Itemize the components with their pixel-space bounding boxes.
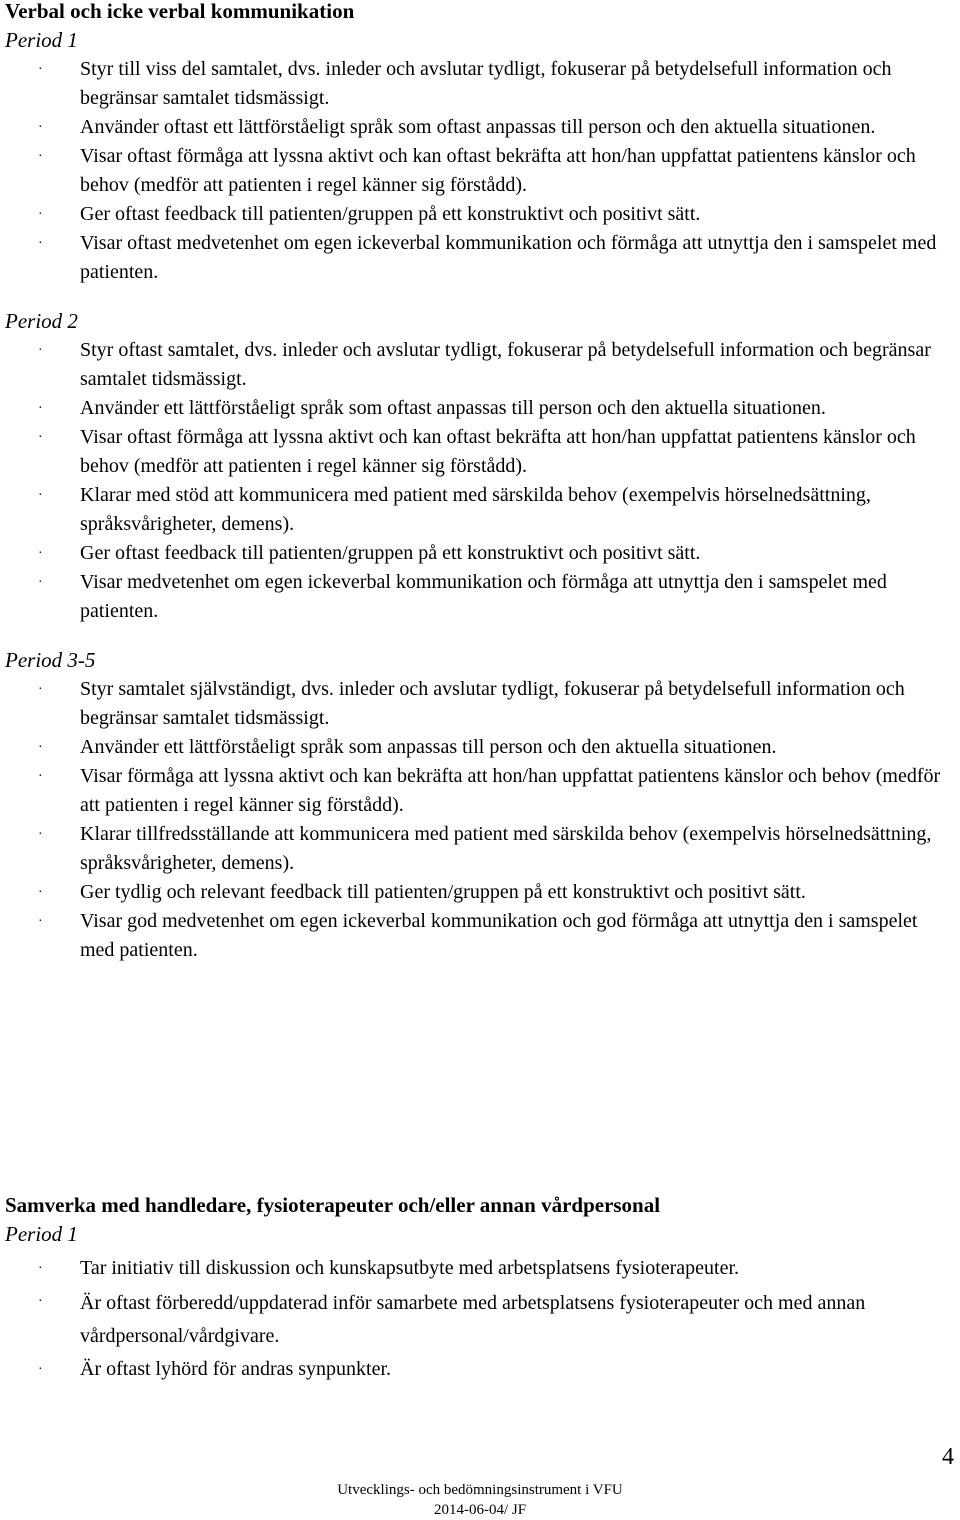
list-item-text: Styr till viss del samtalet, dvs. inleder och avslutar tydligt, fokuserar på betydelsefull information och begränsar samtalet tidsmässigt. — [80, 58, 892, 109]
criteria-list — [5, 1249, 955, 1384]
page-number: 4 — [942, 1444, 954, 1470]
criteria-list — [5, 55, 955, 287]
list-item-text: Ger oftast feedback till patienten/gruppen på ett konstruktivt och positivt sätt. — [80, 203, 701, 225]
list-item — [5, 229, 955, 287]
list-item — [5, 200, 955, 229]
list-item-text: Visar förmåga att lyssna aktivt och kan bekräfta att hon/han uppfattat patientens känslor och behov (medför att patienten i regel känner sig förstådd). — [80, 765, 941, 816]
bullet-icon: · — [38, 488, 43, 503]
list-item — [5, 675, 955, 733]
section-title: Verbal och icke verbal kommunikation — [5, 0, 355, 23]
list-item — [5, 762, 955, 820]
bullet-icon: · — [38, 430, 43, 445]
list-item — [5, 336, 955, 394]
list-item-text: Klarar med stöd att kommunicera med patient med särskilda behov (exempelvis hörselnedsättning, språksvårigheter, demens). — [80, 484, 871, 535]
list-item — [5, 568, 955, 626]
criteria-list — [5, 336, 955, 626]
list-item — [5, 733, 955, 762]
bullet-icon: · — [38, 120, 43, 135]
period-label: Period 1 — [5, 1222, 78, 1246]
list-item-text: Visar god medvetenhet om egen ickeverbal kommunikation och god förmåga att utnyttja den i samspelet med patienten. — [80, 910, 918, 961]
list-item — [5, 113, 955, 142]
bullet-icon: · — [38, 401, 43, 416]
criteria-list — [5, 675, 955, 965]
bullet-icon: · — [38, 575, 43, 590]
list-item-text: Klarar tillfredsställande att kommunicera med patient med särskilda behov (exempelvis hörselnedsättning, språksvårigheter, demens). — [80, 823, 932, 874]
list-item-text: Använder ett lättförståeligt språk som oftast anpassas till person och den aktuella situationen. — [80, 397, 826, 419]
list-item — [5, 539, 955, 568]
list-item-text: Ger tydlig och relevant feedback till patienten/gruppen på ett konstruktivt och positivt sätt. — [80, 881, 806, 903]
bullet-icon: · — [38, 827, 43, 842]
bullet-icon: · — [38, 546, 43, 561]
section-verbal-kommunikation — [5, 0, 955, 985]
list-item — [5, 142, 955, 200]
list-item-text: Visar oftast medvetenhet om egen ickeverbal kommunikation och förmåga att utnyttja den i samspelet med patienten. — [80, 232, 937, 283]
list-item — [5, 1254, 955, 1283]
period-label: Period 2 — [5, 309, 78, 333]
bullet-icon: · — [38, 1294, 43, 1309]
list-item-text: Använder ett lättförståeligt språk som anpassas till person och den aktuella situationen. — [80, 736, 777, 758]
section-samverka — [5, 1191, 955, 1404]
list-item — [5, 878, 955, 907]
list-item-text: Använder oftast ett lättförståeligt språk som oftast anpassas till person och den aktuella situationen. — [80, 116, 876, 138]
bullet-icon: · — [38, 236, 43, 251]
list-item — [5, 481, 955, 539]
period-block — [5, 307, 955, 626]
list-item-text: Tar initiativ till diskussion och kunskapsutbyte med arbetsplatsens fysioterapeuter. — [80, 1257, 740, 1279]
section-title: Samverka med handledare, fysioterapeuter och/eller annan vårdpersonal — [5, 1193, 661, 1217]
period-label: Period 3-5 — [5, 648, 96, 672]
bullet-icon: · — [38, 149, 43, 164]
bullet-icon: · — [38, 62, 43, 77]
list-item — [5, 394, 955, 423]
list-item-text: Ger oftast feedback till patienten/gruppen på ett konstruktivt och positivt sätt. — [80, 542, 701, 564]
period-label: Period 1 — [5, 28, 78, 52]
bullet-icon: · — [38, 769, 43, 784]
list-item-text: Styr samtalet självständigt, dvs. inleder och avslutar tydligt, fokuserar på betydelsefull information och begränsar samtalet tidsmässigt. — [80, 678, 905, 729]
list-item — [5, 907, 955, 965]
list-item — [5, 1287, 955, 1353]
list-item — [5, 55, 955, 113]
list-item — [5, 1355, 955, 1384]
list-item-text: Styr oftast samtalet, dvs. inleder och avslutar tydligt, fokuserar på betydelsefull information och begränsar samtalet tidsmässigt. — [80, 339, 931, 390]
period-block — [5, 1220, 955, 1384]
list-item-text: Visar oftast förmåga att lyssna aktivt och kan oftast bekräfta att hon/han uppfattat patientens känslor och behov (medför att patienten i regel känner sig förstådd). — [80, 426, 916, 477]
footer-date: 2014-06-04/ JF — [433, 1502, 527, 1518]
bullet-icon: · — [38, 1362, 43, 1377]
bullet-icon: · — [38, 682, 43, 697]
period-block — [5, 26, 955, 287]
bullet-icon: · — [38, 207, 43, 222]
list-item-text: Är oftast lyhörd för andras synpunkter. — [80, 1358, 392, 1380]
footer — [0, 1480, 960, 1520]
bullet-icon: · — [38, 914, 43, 929]
bullet-icon: · — [38, 343, 43, 358]
bullet-icon: · — [38, 1261, 43, 1276]
list-item — [5, 820, 955, 878]
bullet-icon: · — [38, 885, 43, 900]
list-item-text: Visar medvetenhet om egen ickeverbal kommunikation och förmåga att utnyttja den i samspelet med patienten. — [80, 571, 887, 622]
bullet-icon: · — [38, 740, 43, 755]
period-block — [5, 646, 955, 965]
list-item — [5, 423, 955, 481]
list-item-text: Är oftast förberedd/uppdaterad inför samarbete med arbetsplatsens fysioterapeuter och med annan vårdpersonal/vårdgivare. — [80, 1292, 866, 1347]
footer-title: Utvecklings- och bedömningsinstrument i VFU — [337, 1482, 623, 1498]
list-item-text: Visar oftast förmåga att lyssna aktivt och kan oftast bekräfta att hon/han uppfattat patientens känslor och behov (medför att patienten i regel känner sig förstådd). — [80, 145, 916, 196]
